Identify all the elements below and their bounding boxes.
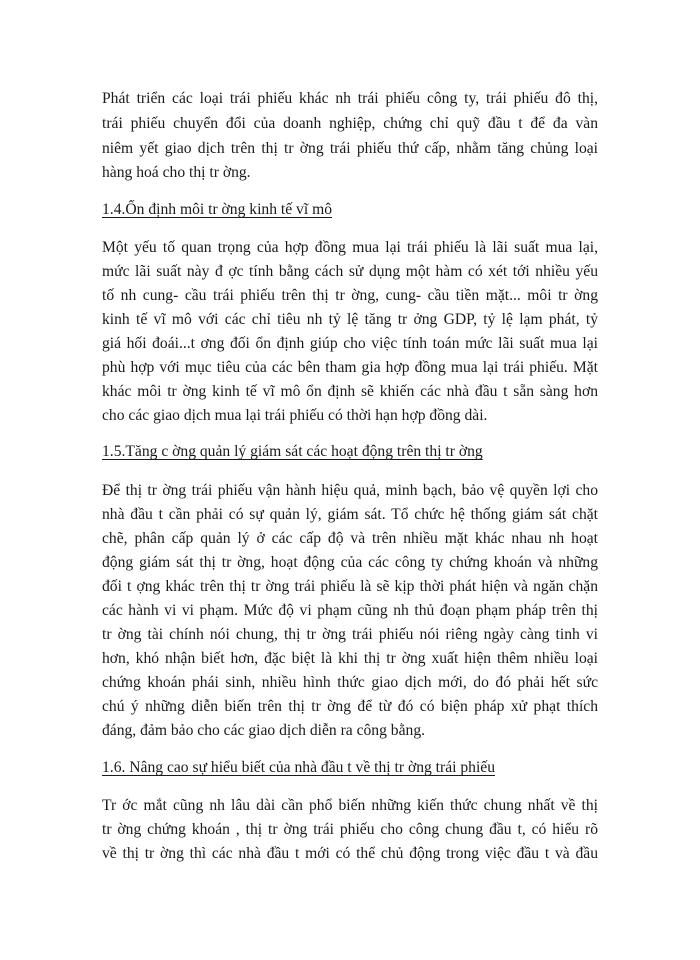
paragraph-line: trái phiếu chuyển đổi của doanh nghiệp, chứng chỉ quỹ đầu t để đa vàn xyxy=(102,115,598,132)
paragraph-line: chẽ, phân cấp quản lý ở các cấp độ và trên nhiều mặt khác nhau nh hoạt xyxy=(102,530,598,547)
paragraph-line: đối t ợng khác trên thị tr ờng trái phiếu là sẽ kịp thời phát hiện và ngăn chặn xyxy=(102,578,598,595)
paragraph-line: cho các giao dịch mua lại trái phiếu có thời hạn hợp đồng dài. xyxy=(102,407,488,424)
paragraph-line: tố nh cung- cầu trái phiếu trên thị tr ờng, cung- cầu tiền mặt... môi tr ờng xyxy=(102,287,598,304)
section-heading-1-5: 1.5.Tăng c ờng quản lý giám sát các hoạt động trên thị tr ờng xyxy=(102,443,483,460)
paragraph-line: hơn, khó nhận biết hơn, đặc biệt là khi thị tr ờng xuất hiện thêm nhiều loại xyxy=(102,650,598,667)
paragraph-line: niêm yết giao dịch trên thị tr ờng trái phiếu thứ cấp, nhằm tăng chủng loại xyxy=(102,140,598,157)
paragraph-line: tr ờng chứng khoán , thị tr ờng trái phiếu cho công chung đầu t, có hiểu rõ xyxy=(102,821,598,838)
paragraph-line: giá hối đoái...t ơng đối ổn định giúp cho việc tính toán mức lãi suất mua lại xyxy=(102,335,598,352)
paragraph-line: chứng khoán phái sinh, nhiều hình thức giao dịch mới, do đó phải hết sức xyxy=(102,674,598,691)
paragraph-line: phù hợp với mục tiêu của các bên tham gia hợp đồng mua lại trái phiếu. Mặt xyxy=(102,359,598,376)
paragraph-line: về thị tr ờng thì các nhà đầu t mới có thể chủ động trong việc đầu t và đầu xyxy=(102,845,598,862)
paragraph-line: khác môi tr ờng kinh tế vĩ mô ổn định sẽ khiến các nhà đầu t sẵn sàng hơn xyxy=(102,383,598,400)
paragraph-line: mức lãi suất này đ ợc tính bằng cách sử dụng một hàm có xét tới nhiều yếu xyxy=(102,263,598,280)
paragraph-line: kinh tế vĩ mô với các chỉ tiêu nh tỷ lệ tăng tr ởng GDP, tỷ lệ lạm phát, tỷ xyxy=(102,311,598,328)
paragraph-line: các hành vi vi phạm. Mức độ vi phạm cũng nh thủ đoạn phạm pháp trên thị xyxy=(102,602,598,619)
paragraph-line: động giám sát thị tr ờng, hoạt động của các công ty chứng khoán và những xyxy=(102,554,598,571)
paragraph-line: hàng hoá cho thị tr ờng. xyxy=(102,164,251,181)
paragraph-line: nhà đầu t cần phải có sự quản lý, giám sát. Tổ chức hệ thống giám sát chặt xyxy=(102,506,598,523)
paragraph-line: đáng, đảm bảo cho các giao dịch diễn ra công bằng. xyxy=(102,722,426,739)
paragraph-line: Một yếu tố quan trọng của hợp đồng mua lại trái phiếu là lãi suất mua lại, xyxy=(102,239,598,256)
paragraph-line: tr ờng tài chính nói chung, thị tr ờng trái phiếu nói riêng ngày càng tinh vi xyxy=(102,626,598,643)
section-heading-1-6: 1.6. Nâng cao sự hiểu biết của nhà đầu t về thị tr ờng trái phiếu xyxy=(102,759,496,776)
paragraph-line: Để thị tr ờng trái phiếu vận hành hiệu quả, minh bạch, bảo vệ quyền lợi cho xyxy=(102,482,598,499)
paragraph-line: chú ý những diễn biến trên thị tr ờng để từ đó có biện pháp xử phạt thích xyxy=(102,698,598,715)
paragraph-line: Tr ớc mắt cũng nh lâu dài cần phổ biến những kiến thức chung nhất về thị xyxy=(102,797,598,814)
paragraph-line: Phát triển các loại trái phiếu khác nh trái phiếu công ty, trái phiếu đô thị, xyxy=(102,90,598,107)
section-heading-1-4: 1.4.Ổn định môi tr ờng kinh tế vĩ mô xyxy=(102,201,333,218)
